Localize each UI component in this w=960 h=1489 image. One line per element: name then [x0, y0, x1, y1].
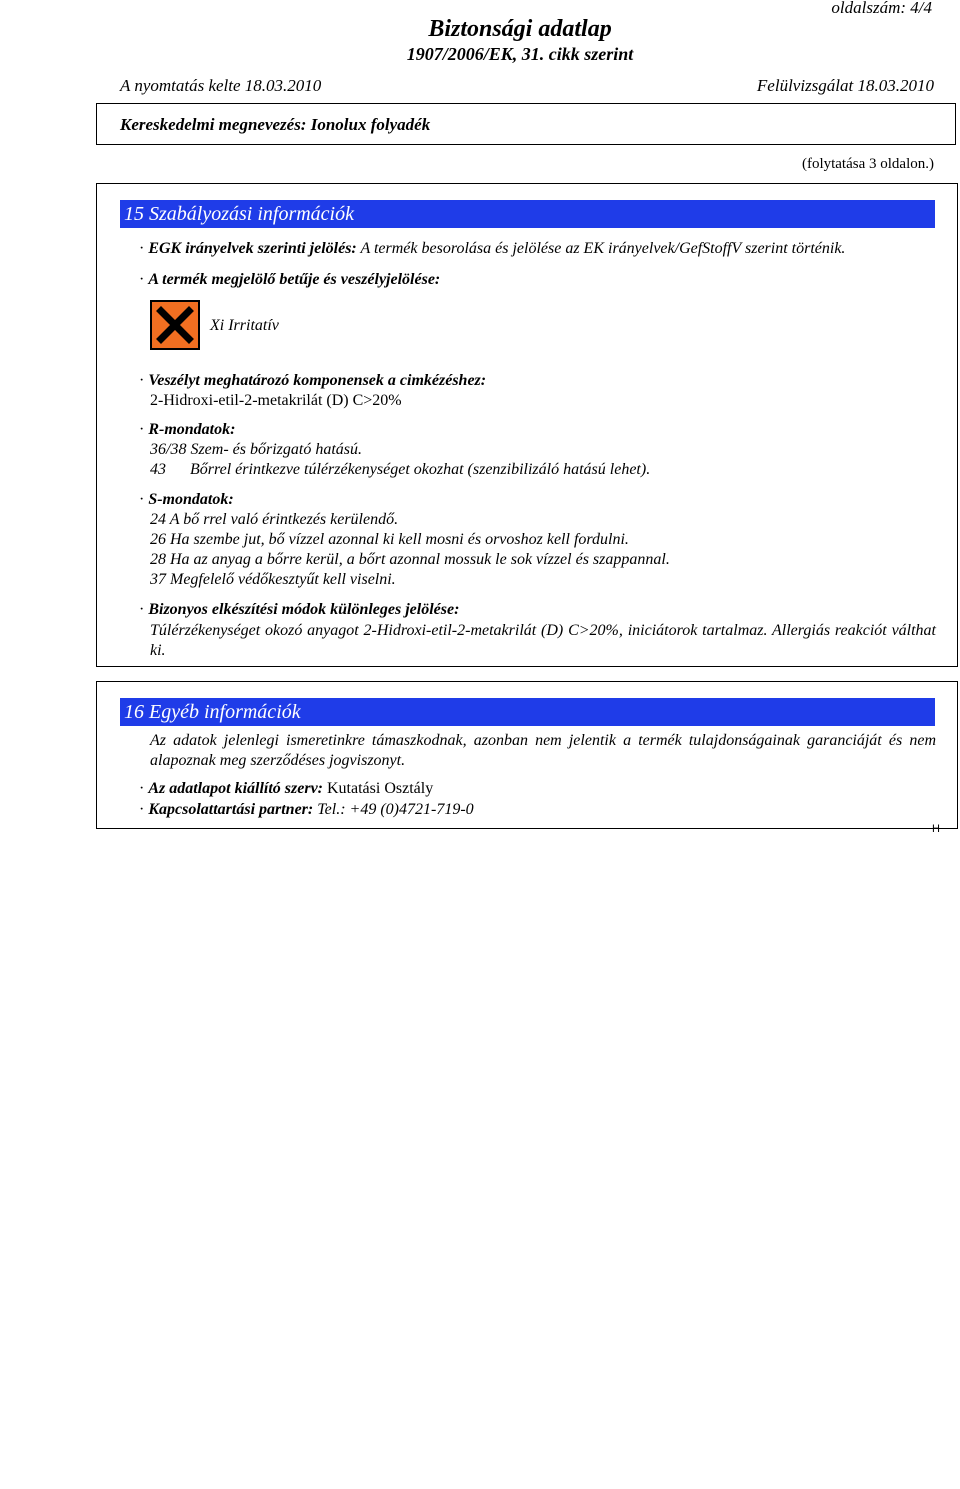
bullet: · — [139, 801, 145, 818]
s-phrases-heading — [139, 491, 234, 509]
hazard-letter-label: A termék megjelölő betűje és veszélyjelölése: — [148, 271, 441, 288]
document-subtitle: 1907/2006/EK, 31. cikk szerint — [406, 44, 634, 64]
footer-mark: H — [932, 823, 940, 835]
bullet: · — [139, 601, 145, 618]
r-phrase-item: 43 Bőrrel érintkezve túlérzékenységet okozhat (szenzibilizáló hatású lehet). — [150, 461, 651, 478]
section-15-heading: 15 Szabályozási információk — [120, 200, 935, 228]
contact-value: Tel.: +49 (0)4721-719-0 — [313, 801, 474, 818]
ek-marking-text: A termék besorolása és jelölése az EK irányelvek/GefStoffV szerint történik. — [356, 240, 846, 257]
bullet: · — [139, 271, 145, 288]
cross-icon — [152, 302, 198, 348]
bullet: · — [139, 240, 145, 257]
print-date: A nyomtatás kelte 18.03.2010 — [120, 76, 322, 95]
s-phrase-item: 24 A bő rrel való érintkezés kerülendő. — [150, 511, 399, 528]
continued-note: (folytatása 3 oldalon.) — [801, 156, 934, 172]
s-phrase-item: 28 Ha az anyag a bőrre kerül, a bőrt azonnal mossuk le sok vízzel és szappannal. — [150, 551, 670, 568]
r-phrase-item: 36/38 Szem- és bőrizgató hatású. — [150, 441, 362, 458]
issuer-value: Kutatási Osztály — [323, 780, 434, 797]
issuer-label: Az adatlapot kiállító szerv: — [148, 780, 323, 797]
hazard-label: Xi Irritatív — [210, 317, 279, 334]
bullet: · — [139, 372, 145, 389]
contact-line — [139, 801, 474, 819]
section-16-heading: 16 Egyéb információk — [120, 698, 935, 726]
contact-label: Kapcsolattartási partner: — [148, 801, 314, 818]
section-16-intro: Az adatok jelenlegi ismeretinkre támaszkodnak, azonban nem jelentik a termék tulajdonságainak garanciáját és nem alapoznak meg szerződéses jogviszonyt. — [150, 732, 936, 769]
special-marking-heading — [139, 601, 459, 619]
hazard-letter-line — [139, 271, 440, 289]
s-phrase-item: 37 Megfelelő védőkesztyűt kell viselni. — [150, 571, 396, 588]
components-value: 2-Hidroxi-etil-2-metakrilát (D) C>20% — [150, 392, 402, 409]
bullet: · — [139, 780, 145, 797]
document-title: Biztonsági adatlap — [428, 16, 612, 42]
components-line — [139, 372, 486, 390]
s-phrases-label: S-mondatok: — [148, 491, 234, 508]
bullet: · — [139, 421, 145, 438]
bullet: · — [139, 491, 145, 508]
s-phrase-item: 26 Ha szembe jut, bő vízzel azonnal ki kell mosni és orvoshoz kell fordulni. — [150, 531, 629, 548]
revision-date: Felülvizsgálat 18.03.2010 — [756, 76, 934, 95]
special-marking-label: Bizonyos elkészítési módok különleges jelölése: — [148, 601, 460, 618]
issuer-line — [139, 780, 433, 798]
special-marking-text: Túlérzékenységet okozó anyagot 2-Hidroxi-etil-2-metakrilát (D) C>20%, iniciátorok tartalmaz. Allergiás reakciót válthat ki. — [150, 622, 936, 659]
page-number: oldalszám: 4/4 — [831, 0, 932, 17]
r-phrases-label: R-mondatok: — [148, 421, 236, 438]
xi-irritant-cross-icon — [150, 300, 200, 350]
components-label: Veszélyt meghatározó komponensek a cimkézéshez: — [148, 372, 487, 389]
trade-name: Kereskedelmi megnevezés: Ionolux folyadék — [120, 115, 431, 134]
ek-marking-label: EGK irányelvek szerinti jelölés: — [148, 240, 357, 257]
r-phrases-heading — [139, 421, 235, 439]
ek-marking-line — [139, 240, 845, 258]
